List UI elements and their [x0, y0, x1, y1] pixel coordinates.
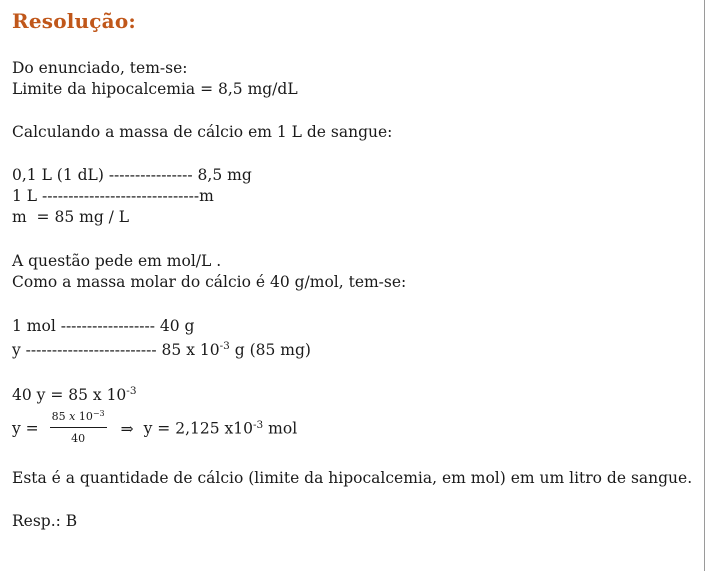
- proportion-2-text: y ------------------------- 85 x 10: [12, 341, 220, 359]
- proportion-2-unit: g (85 mg): [229, 341, 311, 359]
- text-line-conclusion: Esta é a quantidade de cálcio (limite da hipocalcemia, em mol) em um litro de sangue.: [12, 469, 693, 487]
- text-line-fraction-solution: [12, 409, 298, 447]
- text-line-statement-intro: Do enunciado, tem-se:: [12, 59, 188, 77]
- text-line-mass-result: m = 85 mg / L: [12, 208, 130, 226]
- text-line-proportion-2: 1 L ------------------------------m: [12, 187, 214, 205]
- text-line-molar-mass: Como a massa molar do cálcio é 40 g/mol, tem-se:: [12, 273, 407, 291]
- text-line-proportion-1: 0,1 L (1 dL) ---------------- 8,5 mg: [12, 166, 252, 184]
- equation-text: 40 y = 85 x 10: [12, 386, 127, 404]
- text-line-mol-proportion-1: 1 mol ------------------ 40 g: [12, 317, 195, 335]
- page-title: Resolução:: [12, 9, 136, 33]
- text-line-calc-mass: Calculando a massa de cálcio em 1 L de sangue:: [12, 123, 393, 141]
- text-line-mol-proportion-2: [12, 340, 311, 362]
- exponent: -3: [253, 418, 264, 431]
- text-line-question-unit: A questão pede em mol/L .: [12, 252, 222, 270]
- implies-arrow: ⇒: [120, 419, 134, 438]
- fraction-numerator: 85 x $10^{-3}$: [50, 410, 107, 428]
- fraction-denominator: 40: [71, 432, 86, 445]
- text-line-hypocalcemia-limit: Limite da hipocalcemia = 8,5 mg/dL: [12, 80, 298, 98]
- result-unit: mol: [263, 419, 298, 438]
- result-text: y = 2,125 x10: [143, 419, 253, 438]
- text-line-answer: Resp.: B: [12, 512, 78, 530]
- exponent: -3: [126, 385, 137, 397]
- exponent: -3: [219, 340, 230, 352]
- fraction: [50, 410, 107, 445]
- text-line-equation: [12, 385, 137, 407]
- fraction-lhs: y =: [12, 419, 44, 438]
